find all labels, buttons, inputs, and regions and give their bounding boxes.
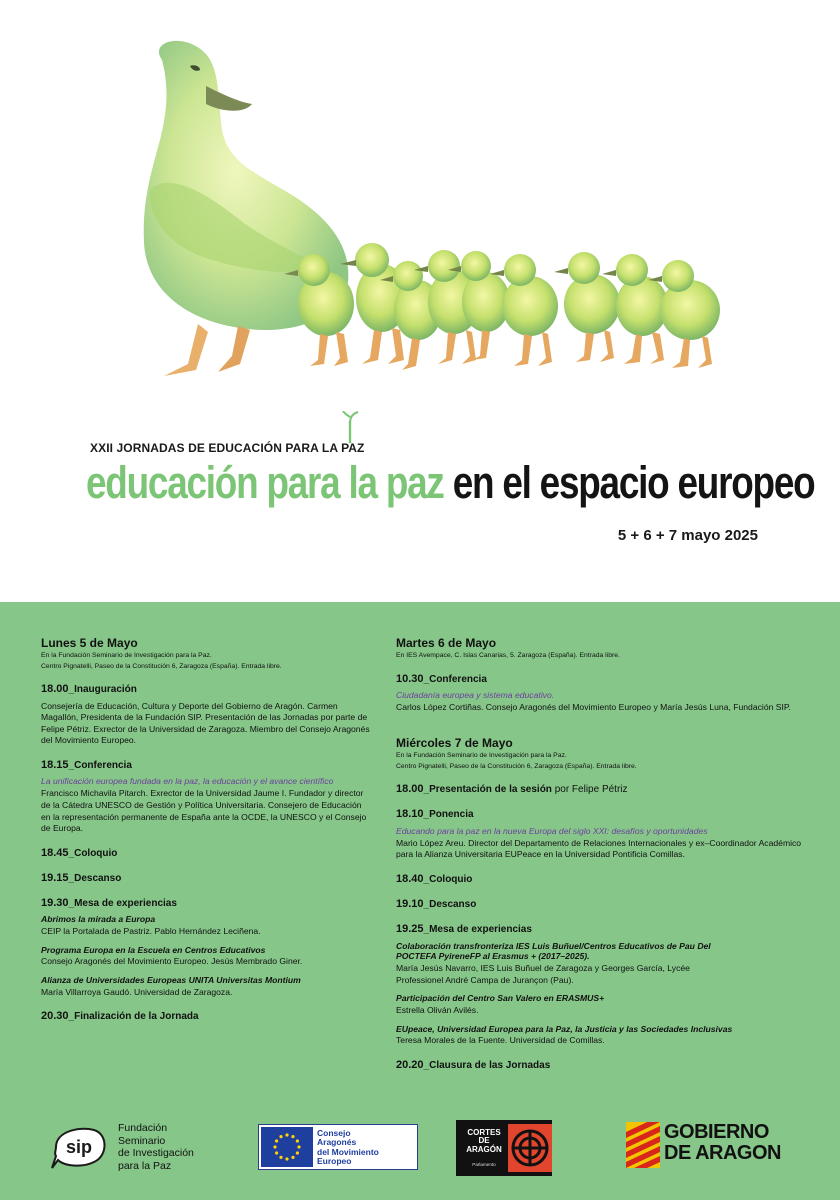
session-slot <box>41 847 371 860</box>
session-label: _Coloquio <box>423 874 473 886</box>
program-column-tue-wed <box>396 636 816 1072</box>
sip-line: Seminario <box>118 1134 166 1147</box>
session-slot <box>41 897 371 910</box>
gobierno-de-aragon-logo <box>664 1122 781 1164</box>
session-slot <box>396 673 816 686</box>
session-time: 18.00 <box>41 683 69 696</box>
session-slot <box>396 1059 816 1072</box>
session-time: 18.00 <box>396 783 424 796</box>
experience-title: Participación del Centro San Valero en ERASMUS+ <box>396 993 605 1004</box>
eu-line: Europeo <box>317 1156 352 1167</box>
cortes-wordmark <box>460 1129 508 1154</box>
sip-logo-icon <box>48 1124 110 1170</box>
session-time: 18.10 <box>396 808 424 821</box>
session-time: 18.40 <box>396 873 424 886</box>
day-heading: Martes 6 de Mayo <box>396 636 497 650</box>
session-label: _Descanso <box>68 872 122 884</box>
session-time: 19.25 <box>396 923 424 936</box>
aragon-flag-icon <box>626 1122 660 1168</box>
venue-line: En la Fundación Seminario de Investigación para la Paz. <box>41 652 212 660</box>
sip-logo-wordmark: sip <box>65 1137 93 1157</box>
sip-line: para la Paz <box>118 1159 172 1172</box>
session-slot <box>396 873 816 886</box>
cortes-line: DE <box>478 1136 490 1146</box>
cortes-de-aragon-logo <box>456 1120 552 1176</box>
venue-line: Centro Pignatelli, Paseo de la Constitución 6, Zaragoza (España). Entrada libre. <box>396 762 637 770</box>
cortes-line: ARAGÓN <box>466 1144 502 1154</box>
experience-title: EUpeace, Universidad Europea para la Paz, la Justicia y las Sociedades Inclusivas <box>396 1023 733 1034</box>
talk-title: La unificación europea fundada en la paz, la educación y el avance científico <box>41 776 334 787</box>
experience-speaker: Consejo Aragonés del Movimiento Europeo. Jesús Membrado Giner. <box>41 956 303 967</box>
event-dates: 5 + 6 + 7 mayo 2025 <box>617 527 758 544</box>
poster-title <box>86 458 814 508</box>
sip-line: de Investigación <box>118 1147 194 1160</box>
title-green-part: educación para la paz <box>86 457 444 508</box>
experience-speaker: Teresa Morales de la Fuente. Universidad de Comillas. <box>396 1035 605 1046</box>
cortes-seal-icon <box>508 1124 552 1172</box>
cortes-subtitle: Parlamento <box>472 1162 496 1167</box>
experience-speaker: María Villarroya Gaudó. Universidad de Zaragoza. <box>41 986 233 997</box>
session-description: Carlos López Cortiñas. Consejo Aragonés del Movimiento Europeo y María Jesús Luna, Fundación SIP. <box>396 702 791 713</box>
session-slot <box>41 759 371 772</box>
session-label: _Clausura de las Jornadas <box>423 1059 551 1071</box>
experience-title: Alianza de Universidades Europeas UNITA Universitas Montium <box>41 974 301 985</box>
session-description: Consejería de Educación, Cultura y Deporte del Gobierno de Aragón. Carmen Magallón, Presidenta de la Fundación SIP. Presentación de las Jornadas por parte de Felipe Pétriz. Exrector de la Universidad de Zaragoza. Miembro del Consejo Aragonés del Movimiento Europeo. <box>41 700 370 746</box>
sponsor-logos <box>0 1112 840 1200</box>
session-label: _Coloquio <box>68 847 118 859</box>
experience-title: Abrimos la mirada a Europa <box>41 914 156 925</box>
sip-line: Fundación <box>118 1122 168 1134</box>
session-label: _Inauguración <box>68 684 137 696</box>
program-column-monday <box>41 636 371 1023</box>
session-label: _Mesa de experiencias <box>68 898 177 910</box>
session-slot <box>41 1010 371 1023</box>
experience-speaker: CEIP la Portalada de Pastriz. Pablo Hernández Leciñena. <box>41 926 261 937</box>
session-slot <box>396 923 816 936</box>
sip-logo-text <box>118 1122 194 1172</box>
session-slot <box>396 898 816 911</box>
session-description: Francisco Michavila Pitarch. Exrector de la Universidad Jaume I. Fundador y director de la Cátedra UNESCO de Gestión y Política Universitaria. Consejero de Educación en la representación permanente de España ante la OCDE, la UNESCO y el Consejo de Europa. <box>41 788 367 834</box>
session-label: _Descanso <box>423 899 477 911</box>
eu-line: del Movimiento <box>317 1146 379 1157</box>
session-time: 19.30 <box>41 897 69 910</box>
venue-line: En la Fundación Seminario de Investigación para la Paz. <box>396 752 567 760</box>
session-label: _Ponencia <box>423 809 474 821</box>
session-label: _Finalización de la Jornada <box>68 1011 199 1023</box>
session-slot <box>396 808 816 821</box>
program-section <box>0 602 840 1200</box>
cortes-line: CORTES <box>467 1128 501 1137</box>
talk-title: Ciudadanía europea y sistema educativo. <box>396 690 555 701</box>
session-slot <box>396 783 816 796</box>
day-heading: Lunes 5 de Mayo <box>41 636 138 650</box>
session-time: 20.30 <box>41 1010 69 1023</box>
consejo-aragones-logo <box>258 1124 418 1170</box>
session-presenter: por Felipe Pétriz <box>551 784 628 796</box>
title-black-part: en el espacio europeo <box>452 457 815 508</box>
experience-speaker: Estrella Oliván Avilés. <box>396 1004 479 1015</box>
ducklings <box>284 243 720 370</box>
session-time: 20.20 <box>396 1058 424 1071</box>
consejo-aragones-text <box>317 1129 379 1166</box>
session-label: _Mesa de experiencias <box>423 924 532 936</box>
aragon-line: GOBIERNO <box>664 1121 769 1143</box>
session-label: _Conferencia <box>423 673 487 685</box>
session-slot <box>41 683 371 696</box>
session-time: 10.30 <box>396 672 424 685</box>
day-heading: Miércoles 7 de Mayo <box>396 735 513 750</box>
session-time: 19.15 <box>41 871 69 884</box>
venue-line: Centro Pignatelli, Paseo de la Constitución 6, Zaragoza (España). Entrada libre. <box>41 662 282 670</box>
talk-title: Educando para la paz en la nueva Europa del siglo XXI: desafíos y oportunidades <box>396 825 708 836</box>
event-kicker: XXII JORNADAS DE EDUCACIÓN PARA LA PAZ <box>90 441 365 455</box>
experience-speaker: María Jesús Navarro, IES Luis Buñuel de Zaragoza y Georges García, Lycée Professionel André Campa de Jurançon (Pau). <box>396 963 690 985</box>
sprout-icon <box>341 411 359 443</box>
venue-line: En IES Avempace, C. Islas Canarias, 5. Zaragoza (España). Entrada libre. <box>396 652 620 660</box>
aragon-line: DE ARAGON <box>664 1142 781 1164</box>
session-time: 19.10 <box>396 898 424 911</box>
session-time: 18.15 <box>41 758 69 771</box>
experience-title: Programa Europa en la Escuela en Centros Educativos <box>41 944 266 955</box>
session-time: 18.45 <box>41 846 69 859</box>
watercolor-ducks-illustration <box>90 20 770 400</box>
experience-title: Colaboración transfronteriza IES Luis Buñuel/Centros Educativos de Pau Del POCTEFA PyireneFP al Erasmus + (2017–2025). <box>396 940 711 962</box>
session-label: _Conferencia <box>68 759 132 771</box>
session-slot <box>41 872 371 885</box>
session-label: _Presentación de la sesión <box>423 784 552 796</box>
session-description: Mario López Areu. Director del Departamento de Relaciones Internacionales y ex–Coordinador Académico para la Alianza Universitaria EUPeace en la Universidad Pontificia Comillas. <box>396 837 802 860</box>
eu-flag-icon <box>261 1127 313 1167</box>
eu-line: Aragonés <box>317 1137 357 1148</box>
eu-line: Consejo <box>317 1128 351 1138</box>
